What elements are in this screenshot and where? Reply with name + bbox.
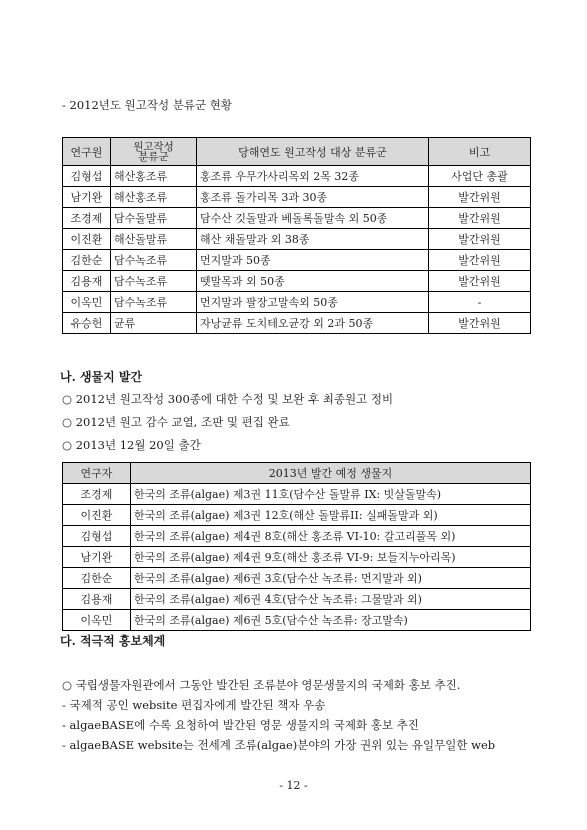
cell-target: 먼지말과 팔장고말속외 50종	[197, 292, 429, 313]
cell-note: 발간위원	[429, 313, 531, 334]
cell-researcher: 김용재	[63, 271, 111, 292]
cell-researcher: 김형섭	[63, 166, 111, 187]
header-group-line2: 분류군	[138, 150, 169, 163]
cell-title: 한국의 조류(algae) 제6권 5호(담수산 녹조류: 장고말속)	[131, 610, 531, 631]
table-row	[63, 589, 531, 610]
section-na-bullet-3: ○ 2013년 12월 20일 출간	[62, 438, 201, 452]
cell-note: -	[429, 292, 531, 313]
cell-researcher: 조경제	[63, 484, 131, 505]
section-na-title: 나. 생물지 발간	[60, 370, 143, 384]
cell-target: 자낭균류 도치테오균강 외 2과 50종	[197, 313, 429, 334]
table-row	[63, 610, 531, 631]
cell-title: 한국의 조류(algae) 제3권 12호(해산 돌말류II: 실패돌말과 외)	[131, 505, 531, 526]
header-group	[111, 138, 197, 166]
table-row	[63, 208, 531, 229]
cell-target: 먼지말과 50종	[197, 250, 429, 271]
table-row	[63, 187, 531, 208]
cell-target: 담수산 깃돌말과 베돌록돌말속 외 50종	[197, 208, 429, 229]
section-da-bullet-3: - algaeBASE에 수록 요청하여 발간된 영문 생물지의 국제화 홍보 추진	[62, 718, 419, 732]
table-row	[63, 526, 531, 547]
cell-note: 발간위원	[429, 229, 531, 250]
cell-researcher: 김한순	[63, 568, 131, 589]
cell-researcher: 남기완	[63, 547, 131, 568]
cell-note: 발간위원	[429, 208, 531, 229]
table-row	[63, 484, 531, 505]
header-researcher: 연구자	[63, 463, 131, 484]
table-header-row	[63, 138, 531, 166]
cell-target: 홍조류 돌가리목 3과 30종	[197, 187, 429, 208]
cell-note: 사업단 총괄	[429, 166, 531, 187]
cell-group: 해산홍조류	[111, 166, 197, 187]
cell-researcher: 유승헌	[63, 313, 111, 334]
section-da-title: 다. 적극적 홍보체계	[60, 634, 166, 648]
cell-group: 담수녹조류	[111, 292, 197, 313]
cell-group: 해산홍조류	[111, 187, 197, 208]
table-row	[63, 505, 531, 526]
cell-target: 해산 채돌말과 외 38종	[197, 229, 429, 250]
cell-note: 발간위원	[429, 250, 531, 271]
table-row	[63, 166, 531, 187]
header-publication: 2013년 발간 예정 생물지	[131, 463, 531, 484]
table-row	[63, 547, 531, 568]
section-da-bullet-4: - algaeBASE website는 전세계 조류(algae)분야의 가장 권위 있는 유일무일한 web	[62, 738, 496, 752]
cell-note: 발간위원	[429, 271, 531, 292]
table-row	[63, 229, 531, 250]
cell-group: 담수돌말류	[111, 208, 197, 229]
table-row	[63, 250, 531, 271]
table-row	[63, 271, 531, 292]
cell-researcher: 김한순	[63, 250, 111, 271]
cell-title: 한국의 조류(algae) 제4권 9호(해산 홍조류 VI-9: 보들지누아리목)	[131, 547, 531, 568]
cell-researcher: 이옥민	[63, 610, 131, 631]
manuscript-status-table	[62, 137, 531, 334]
publication-plan-table	[62, 462, 531, 631]
cell-researcher: 김형섭	[63, 526, 131, 547]
cell-group: 담수녹조류	[111, 271, 197, 292]
cell-target: 홍조류 우무가사리목외 2목 32종	[197, 166, 429, 187]
cell-group: 담수녹조류	[111, 250, 197, 271]
header-target: 당해연도 원고작성 대상 분류군	[197, 138, 429, 166]
table-row	[63, 313, 531, 334]
cell-title: 한국의 조류(algae) 제6권 3호(담수산 녹조류: 먼지말과 외)	[131, 568, 531, 589]
page-number: - 12 -	[279, 779, 308, 792]
table-header-row	[63, 463, 531, 484]
cell-researcher: 남기완	[63, 187, 111, 208]
cell-note: 발간위원	[429, 187, 531, 208]
cell-group: 균류	[111, 313, 197, 334]
header-note: 비고	[429, 138, 531, 166]
section-da-bullet-1: ○ 국립생물자원관에서 그동안 발간된 조류분야 영문생물지의 국제화 홍보 추진.	[62, 678, 461, 692]
cell-researcher: 이진환	[63, 505, 131, 526]
table-row	[63, 292, 531, 313]
header-group-line1: 원고작성	[133, 140, 174, 153]
section-da-bullet-2: - 국제적 공인 website 편집자에게 발간된 책자 우송	[62, 698, 326, 712]
cell-researcher: 조경제	[63, 208, 111, 229]
cell-title: 한국의 조류(algae) 제6권 4호(담수산 녹조류: 그물말과 외)	[131, 589, 531, 610]
cell-title: 한국의 조류(algae) 제3권 11호(담수산 돌말류 IX: 빗살돌말속)	[131, 484, 531, 505]
cell-researcher: 이진환	[63, 229, 111, 250]
cell-target: 뗏말목과 외 50종	[197, 271, 429, 292]
header-researcher: 연구원	[63, 138, 111, 166]
cell-researcher: 이옥민	[63, 292, 111, 313]
cell-group: 해산돌말류	[111, 229, 197, 250]
summary-title: - 2012년도 원고작성 분류군 현황	[62, 98, 232, 112]
cell-researcher: 김용재	[63, 589, 131, 610]
section-na-bullet-1: ○ 2012년 원고작성 300종에 대한 수정 및 보완 후 최종원고 정비	[62, 392, 394, 406]
cell-title: 한국의 조류(algae) 제4권 8호(해산 홍조류 VI-10: 갈고리풀목 외)	[131, 526, 531, 547]
section-na-bullet-2: ○ 2012년 원고 감수 교열, 조판 및 편집 완료	[62, 415, 290, 429]
table-row	[63, 568, 531, 589]
